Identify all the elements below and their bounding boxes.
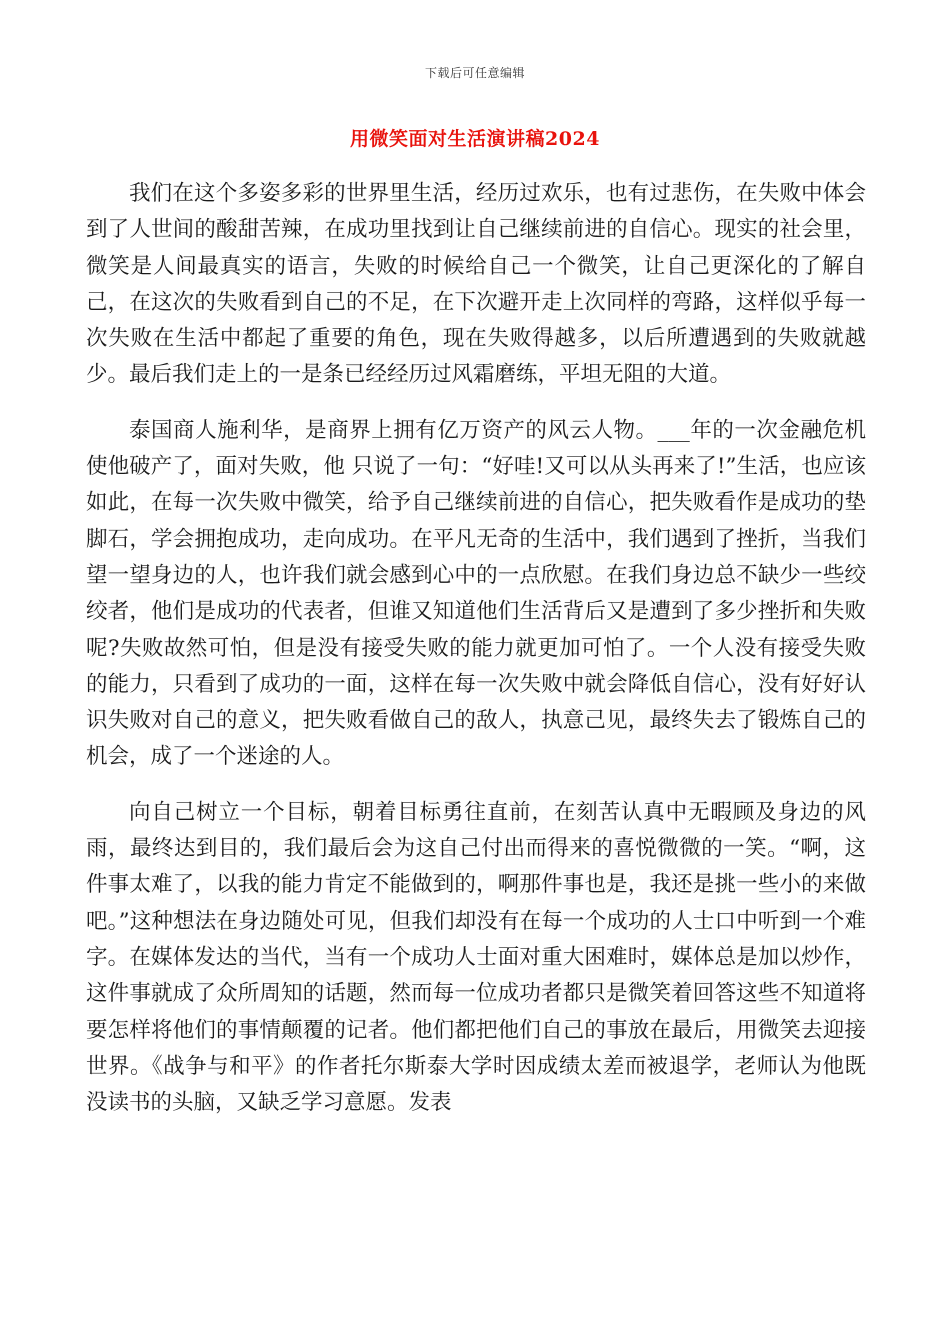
paragraph-1: 我们在这个多姿多彩的世界里生活，经历过欢乐，也有过悲伤，在失败中体会到了人世间的酸甜苦辣，在成功里找到让自己继续前进的自信心。现实的社会里，微笑是人间最真实的语言，失败的时候给自己一个微笑，让自己更深化的了解自己，在这次的失败看到自己的不足，在下次避开走上次同样的弯路，这样似乎每一次失败在生活中都起了重要的角色，现在失败得越多，以后所遭遇到的失败就越少。最后我们走上的一是条已经经历过风霜磨练，平坦无阻的大道。 [86, 181, 866, 388]
document-body [86, 176, 866, 1140]
page-header-note: 下载后可任意编辑 [424, 66, 525, 80]
paragraph-3: 向自己树立一个目标，朝着目标勇往直前，在刻苦认真中无暇顾及身边的风雨，最终达到目的，我们最后会为这自己付出而得来的喜悦微微的一笑。“啊，这件事太难了，以我的能力肯定不能做到的，啊那件事也是，我还是挑一些小的来做吧。”这种想法在身边随处可见，但我们却没有在每一个成功的人士口中听到一个难字。在媒体发达的当代，当有一个成功人士面对重大困难时，媒体总是加以炒作，这件事就成了众所周知的话题，然而每一位成功者都只是微笑着回答这些不知道将要怎样将他们的事情颠覆的记者。他们都把他们自己的事放在最后，用微笑去迎接世界。《战争与和平》的作者托尔斯泰大学时因成绩太差而被退学，老师认为他既没读书的头脑，又缺乏学习意愿。发表 [86, 799, 866, 1116]
document-title: 用微笑面对生活演讲稿2024 [350, 128, 600, 150]
paragraph-2: 泰国商人施利华，是商界上拥有亿万资产的风云人物。___年的一次金融危机使他破产了，面对失败，他 只说了一句：“好哇!又可以从头再来了!”生活，也应该如此，在每一次失败中微笑，给予自己继续前进的自信心，把失败看作是成功的垫脚石，学会拥抱成功，走向成功。在平凡无奇的生活中，我们遇到了挫折，当我们望一望身边的人，也许我们就会感到心中的一点欣慰。在我们身边总不缺少一些绞绞者，他们是成功的代表者，但谁又知道他们生活背后又是遭到了多少挫折和失败呢?失败故然可怕，但是没有接受失败的能力就更加可怕了。一个人没有接受失败的能力，只看到了成功的一面，这样在每一次失败中就会降低自信心，没有好好认识失败对自己的意义，把失败看做自己的敌人，执意己见，最终失去了锻炼自己的机会，成了一个迷途的人。 [86, 417, 866, 770]
